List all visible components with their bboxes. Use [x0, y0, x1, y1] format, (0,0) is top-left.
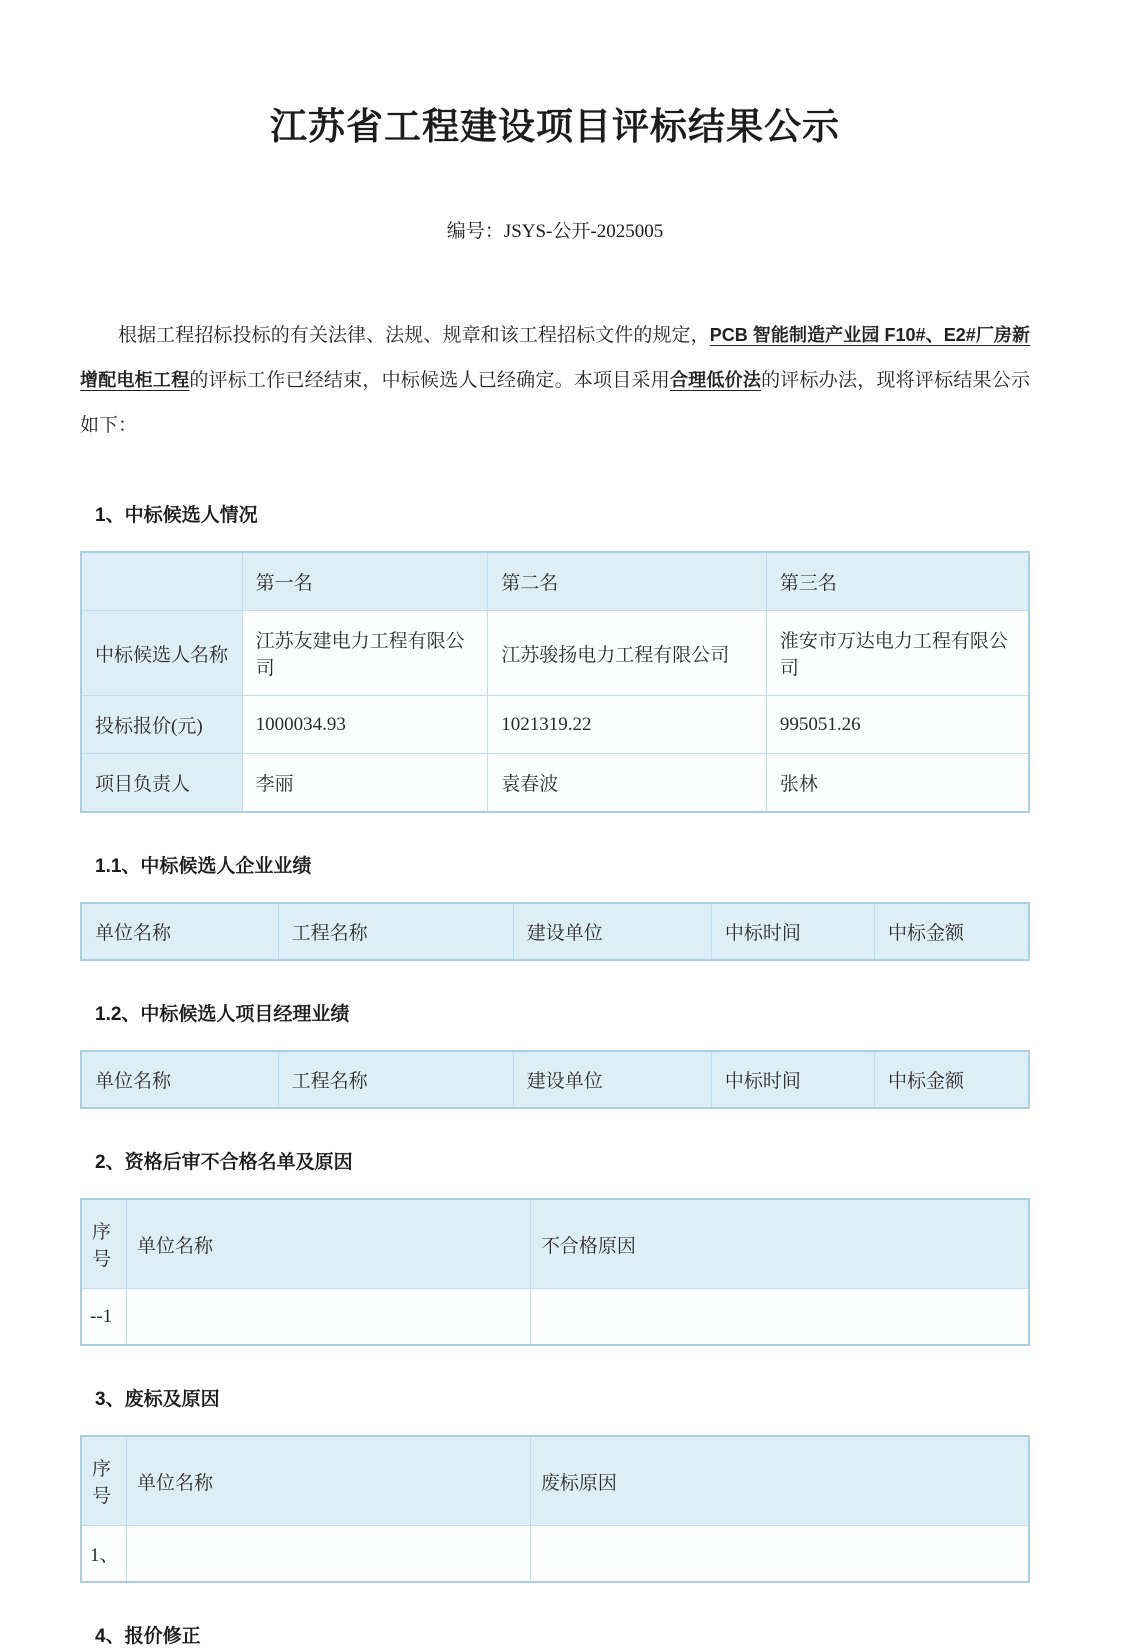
intro-text-1: 根据工程招标投标的有关法律、法规、规章和该工程招标文件的规定，: [118, 325, 710, 346]
header-cell-award-amount: 中标金额: [874, 1051, 1029, 1108]
rejected-unit-value: [127, 1526, 531, 1583]
section-1-heading: 1、中标候选人情况: [95, 505, 258, 526]
header-cell-unit-name: 单位名称: [127, 1436, 531, 1526]
unqualified-list-table: [80, 1198, 1030, 1346]
rejected-header-row: [81, 1436, 1029, 1526]
enterprise-performance-header-row: [81, 903, 1029, 960]
header-cell-construction-unit: 建设单位: [513, 903, 711, 960]
header-cell-unit-name: 单位名称: [81, 1051, 278, 1108]
candidate-2-price: 1021319.22: [488, 696, 767, 754]
header-cell-second-place: 第二名: [488, 552, 767, 611]
header-cell-construction-unit: 建设单位: [513, 1051, 711, 1108]
rejected-data-row: [81, 1526, 1029, 1583]
page-title: 江苏省工程建设项目评标结果公示: [270, 107, 840, 148]
winning-candidates-table: [80, 551, 1030, 813]
header-cell-seq-no: 序号: [81, 1199, 127, 1289]
section-3-heading: 3、废标及原因: [95, 1389, 220, 1410]
candidate-3-manager: 张林: [766, 754, 1029, 813]
header-cell-unit-name: 单位名称: [81, 903, 278, 960]
bid-price-row: [81, 696, 1029, 754]
header-cell-unqualified-reason: 不合格原因: [530, 1199, 1029, 1289]
header-cell-award-amount: 中标金额: [874, 903, 1029, 960]
header-cell-award-time: 中标时间: [711, 903, 874, 960]
header-cell-rejection-reason: 废标原因: [530, 1436, 1029, 1526]
rejected-seq-value: 1、: [81, 1526, 127, 1583]
intro-paragraph: [80, 313, 1030, 448]
section-1-1-heading: 1.1、中标候选人企业业绩: [95, 856, 312, 877]
intro-text-3: 的评标办法，现将评标结果公示如下：: [80, 370, 1030, 436]
candidate-2-manager: 袁春波: [488, 754, 767, 813]
project-manager-row: [81, 754, 1029, 813]
candidate-name-row: [81, 611, 1029, 696]
header-cell-third-place: 第三名: [766, 552, 1029, 611]
candidate-3-price: 995051.26: [766, 696, 1029, 754]
header-cell-blank: [81, 552, 242, 611]
candidate-2-name: 江苏骏扬电力工程有限公司: [488, 611, 767, 696]
section-4-heading: 4、报价修正: [95, 1626, 201, 1647]
enterprise-performance-table: [80, 902, 1030, 961]
row-label-candidate-name: 中标候选人名称: [81, 611, 242, 696]
doc-number: 编号：JSYS-公开-2025005: [446, 221, 664, 242]
project-name: PCB 智能制造产业园 F10#、E2#厂房新增配电柜工程: [80, 325, 1030, 390]
candidate-3-name: 淮安市万达电力工程有限公司: [766, 611, 1029, 696]
section-1-2-heading: 1.2、中标候选人项目经理业绩: [95, 1004, 350, 1025]
manager-performance-header-row: [81, 1051, 1029, 1108]
candidates-header-row: [81, 552, 1029, 611]
unqualified-reason-value: [530, 1289, 1029, 1346]
row-label-project-manager: 项目负责人: [81, 754, 242, 813]
header-cell-project-name: 工程名称: [278, 1051, 513, 1108]
evaluation-method: 合理低价法: [669, 370, 762, 390]
unqualified-header-row: [81, 1199, 1029, 1289]
header-cell-project-name: 工程名称: [278, 903, 513, 960]
unqualified-unit-value: [127, 1289, 531, 1346]
unqualified-data-row: [81, 1289, 1029, 1346]
row-label-bid-price: 投标报价(元): [81, 696, 242, 754]
header-cell-first-place: 第一名: [242, 552, 488, 611]
manager-performance-table: [80, 1050, 1030, 1109]
rejected-bids-table: [80, 1435, 1030, 1583]
header-cell-unit-name: 单位名称: [127, 1199, 531, 1289]
candidate-1-name: 江苏友建电力工程有限公司: [242, 611, 488, 696]
header-cell-award-time: 中标时间: [711, 1051, 874, 1108]
intro-text-2: 的评标工作已经结束，中标候选人已经确定。本项目采用: [189, 370, 670, 391]
candidate-1-price: 1000034.93: [242, 696, 488, 754]
candidate-1-manager: 李丽: [242, 754, 488, 813]
section-2-heading: 2、资格后审不合格名单及原因: [95, 1152, 353, 1173]
rejected-reason-value: [530, 1526, 1029, 1583]
unqualified-seq-value: --1: [81, 1289, 127, 1346]
header-cell-seq-no: 序号: [81, 1436, 127, 1526]
